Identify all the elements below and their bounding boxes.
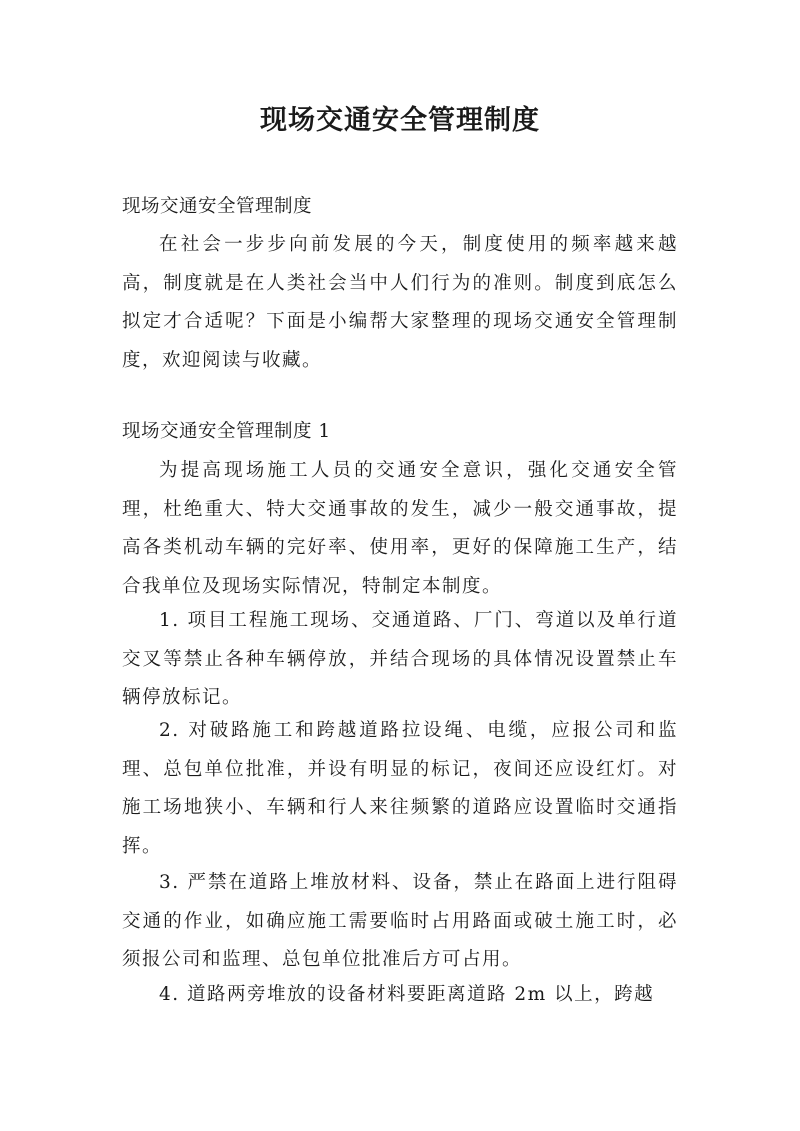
intro-paragraph: 在社会一步步向前发展的今天，制度使用的频率越来越高，制度就是在人类社会当中人们行为的准则。制度到底怎么拟定才合适呢？下面是小编帮大家整理的现场交通安全管理制度，欢迎阅读与收藏。 <box>122 234 678 371</box>
document-title: 现场交通安全管理制度 <box>260 105 540 136</box>
intro-heading: 现场交通安全管理制度 <box>122 196 313 217</box>
rule-3-paragraph: 3. 严禁在道路上堆放材料、设备，禁止在路面上进行阻碍交通的作业，如确应施工需要临时占用路面或破土施工时，必须报公司和监理、总包单位批准后方可占用。 <box>122 872 678 970</box>
rule-2-paragraph: 2. 对破路施工和跨越道路拉设绳、电缆，应报公司和监理、总包单位批准，并设有明显的标记，夜间还应设红灯。对施工场地狭小、车辆和行人来往频繁的道路应设置临时交通指挥。 <box>122 720 678 857</box>
rule-1-paragraph: 1. 项目工程施工现场、交通道路、厂门、弯道以及单行道交叉等禁止各种车辆停放，并结合现场的具体情况设置禁止车辆停放标记。 <box>122 610 678 708</box>
section-1-paragraph-intro: 为提高现场施工人员的交通安全意识，强化交通安全管理，杜绝重大、特大交通事故的发生，减少一般交通事故，提高各类机动车辆的完好率、使用率，更好的保障施工生产，结合我单位及现场实际情况，特制定本制度。 <box>122 460 678 597</box>
rule-4-paragraph: 4. 道路两旁堆放的设备材料要距离道路 2m 以上，跨越 <box>159 984 655 1005</box>
section-1-heading: 现场交通安全管理制度 1 <box>122 421 331 442</box>
